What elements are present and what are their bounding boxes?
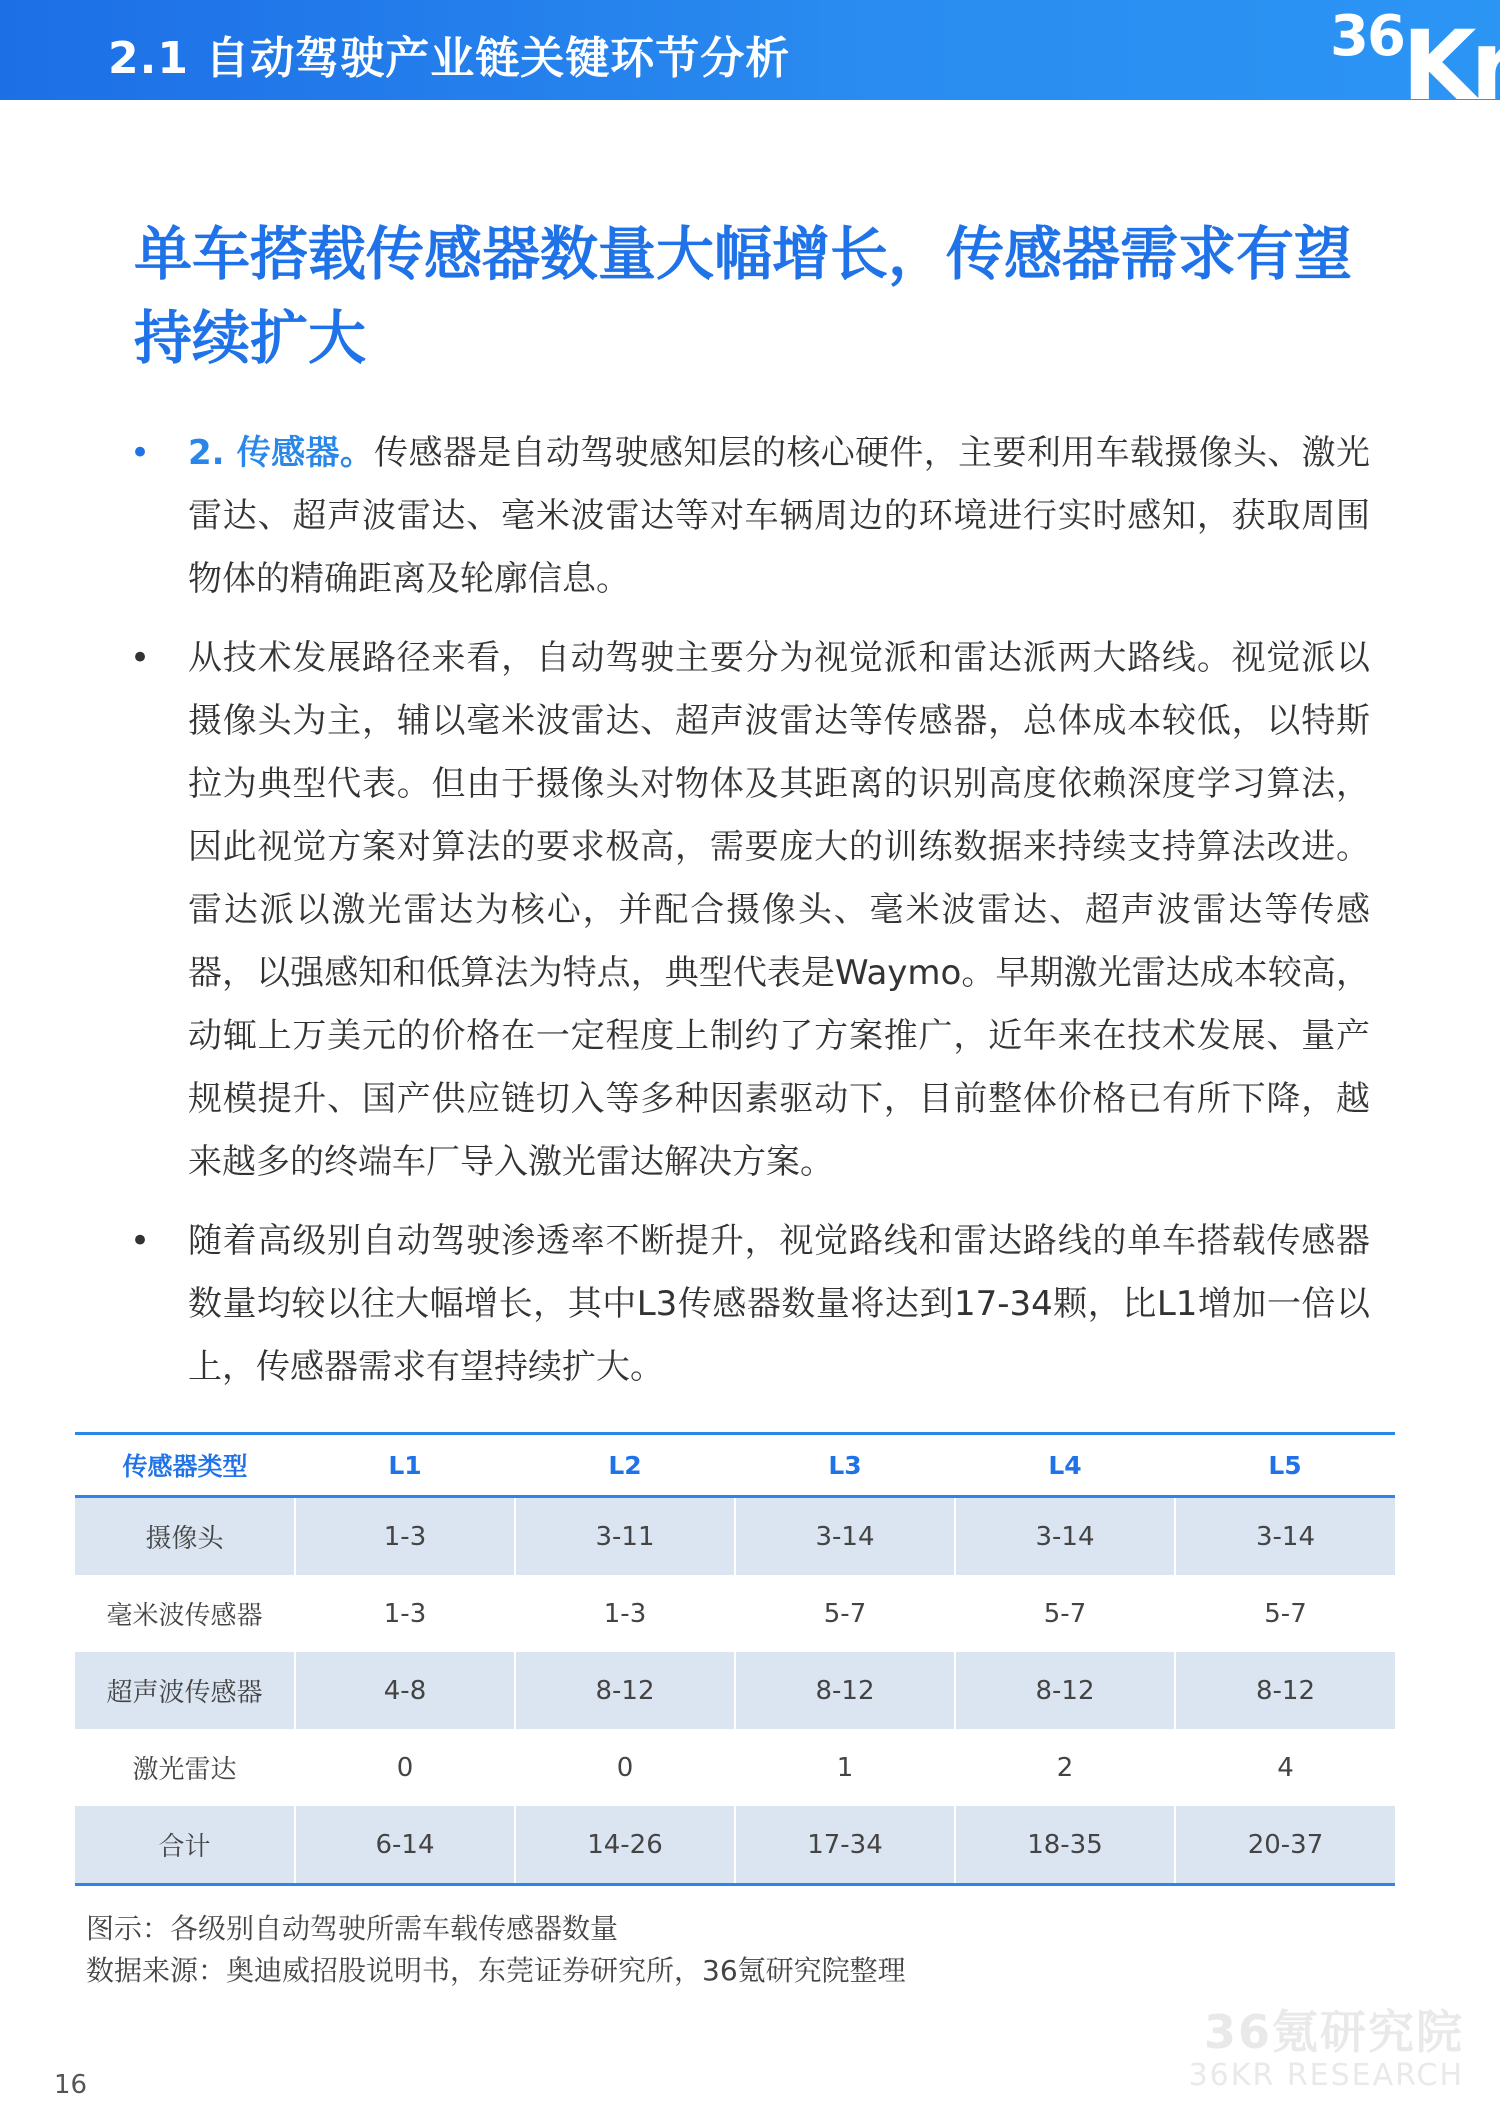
section-title: 2.1 自动驾驶产业链关键环节分析 <box>108 33 791 84</box>
bullet-dot-icon: • <box>130 638 151 678</box>
table-cell: 3-14 <box>735 1497 955 1576</box>
table-cell: 4-8 <box>295 1652 515 1729</box>
figure-caption: 图示：各级别自动驾驶所需车载传感器数量 <box>86 1912 619 1945</box>
bullet-list <box>130 422 1370 1415</box>
table-header-row <box>75 1434 1395 1497</box>
bullet-item-demand <box>130 1210 1370 1399</box>
table-cell: 8-12 <box>515 1652 735 1729</box>
data-source: 数据来源：奥迪威招股说明书，东莞证券研究所，36氪研究院整理 <box>86 1954 906 1987</box>
table-cell: 8-12 <box>1175 1652 1395 1729</box>
table-cell: 18-35 <box>955 1806 1175 1885</box>
bullet-item-sensor <box>130 422 1370 611</box>
table-cell: 超声波传感器 <box>75 1652 295 1729</box>
table-cell: 合计 <box>75 1806 295 1885</box>
table-cell: 3-14 <box>955 1497 1175 1576</box>
brand-logo-kr: Kr <box>1402 10 1512 122</box>
sensor-count-table <box>75 1432 1395 1886</box>
table-header-cell: L4 <box>955 1434 1175 1497</box>
page-title: 单车搭载传感器数量大幅增长，传感器需求有望持续扩大 <box>134 220 1353 372</box>
brand-logo-num: 36 <box>1330 4 1404 69</box>
table-row <box>75 1497 1395 1576</box>
table-cell: 3-11 <box>515 1497 735 1576</box>
table-cell: 14-26 <box>515 1806 735 1885</box>
table-cell: 激光雷达 <box>75 1729 295 1806</box>
table-cell: 1-3 <box>295 1575 515 1652</box>
table-cell: 4 <box>1277 1752 1294 1783</box>
footer-brand-watermark <box>1189 2005 1464 2093</box>
table-cell: 3-14 <box>1175 1497 1395 1576</box>
table-header-cell: L5 <box>1175 1434 1395 1497</box>
header-bar <box>0 0 1512 122</box>
table-cell: 1-3 <box>515 1575 735 1652</box>
table-cell: 5-7 <box>735 1575 955 1652</box>
bullet-text: 传感器是自动驾驶感知层的核心硬件，主要利用车载摄像头、激光雷达、超声波雷达、毫米波雷达等对车辆周边的环境进行实时感知，获取周围物体的精确距离及轮廓信息。 <box>188 433 1370 599</box>
table-cell: 2 <box>955 1729 1175 1806</box>
table-header-cell: L1 <box>295 1434 515 1497</box>
table-cell: 5-7 <box>1264 1598 1307 1629</box>
table-cell: 17-34 <box>735 1806 955 1885</box>
footer-brand-cn: 36氪研究院 <box>1203 2005 1464 2059</box>
table-cell: 6-14 <box>295 1806 515 1885</box>
table-row <box>75 1652 1395 1729</box>
table-cell: 毫米波传感器 <box>75 1575 295 1652</box>
bullet-lead: 2. 传感器。 <box>188 433 375 473</box>
table-header-cell: L3 <box>735 1434 955 1497</box>
bullet-text: 随着高级别自动驾驶渗透率不断提升，视觉路线和雷达路线的单车搭载传感器数量均较以往大幅增长，其中L3传感器数量将达到17-34颗，比L1增加一倍以上，传感器需求有望持续扩大。 <box>188 1221 1370 1387</box>
table-row <box>75 1575 1395 1652</box>
table-cell: 摄像头 <box>75 1497 295 1576</box>
table-header-cell: L2 <box>515 1434 735 1497</box>
footer-brand-en: 36KR RESEARCH <box>1188 2058 1464 2093</box>
table-cell: 1-3 <box>295 1497 515 1576</box>
table-cell: 8-12 <box>955 1652 1175 1729</box>
table-cell: 1 <box>735 1729 955 1806</box>
bullet-dot-icon: • <box>130 1221 151 1261</box>
table-cell: 8-12 <box>735 1652 955 1729</box>
table-row-total <box>75 1806 1395 1885</box>
page-number: 16 <box>54 2070 88 2100</box>
brand-logo <box>1310 0 1512 122</box>
bullet-dot-icon: • <box>130 433 151 473</box>
bullet-item-tech-path <box>130 627 1370 1194</box>
table-cell: 0 <box>515 1729 735 1806</box>
table-header-cell: 传感器类型 <box>75 1434 295 1497</box>
bullet-text: 从技术发展路径来看，自动驾驶主要分为视觉派和雷达派两大路线。视觉派以摄像头为主，辅以毫米波雷达、超声波雷达等传感器，总体成本较低，以特斯拉为典型代表。但由于摄像头对物体及其距离的识别高度依赖深度学习算法，因此视觉方案对算法的要求极高，需要庞大的训练数据来持续支持算法改进。雷达派以激光雷达为核心，并配合摄像头、毫米波雷达、超声波雷达等传感器，以强感知和低算法为特点，典型代表是Waymo。早期激光雷达成本较高，动辄上万美元的价格在一定程度上制约了方案推广，近年来在技术发展、量产规模提升、国产供应链切入等多种因素驱动下，目前整体价格已有所下降，越来越多的终端车厂导入激光雷达解决方案。 <box>188 638 1370 1182</box>
table-cell: 5-7 <box>955 1575 1175 1652</box>
table-cell: 0 <box>295 1729 515 1806</box>
table-cell: 20-37 <box>1175 1806 1395 1885</box>
table-row <box>75 1729 1395 1806</box>
